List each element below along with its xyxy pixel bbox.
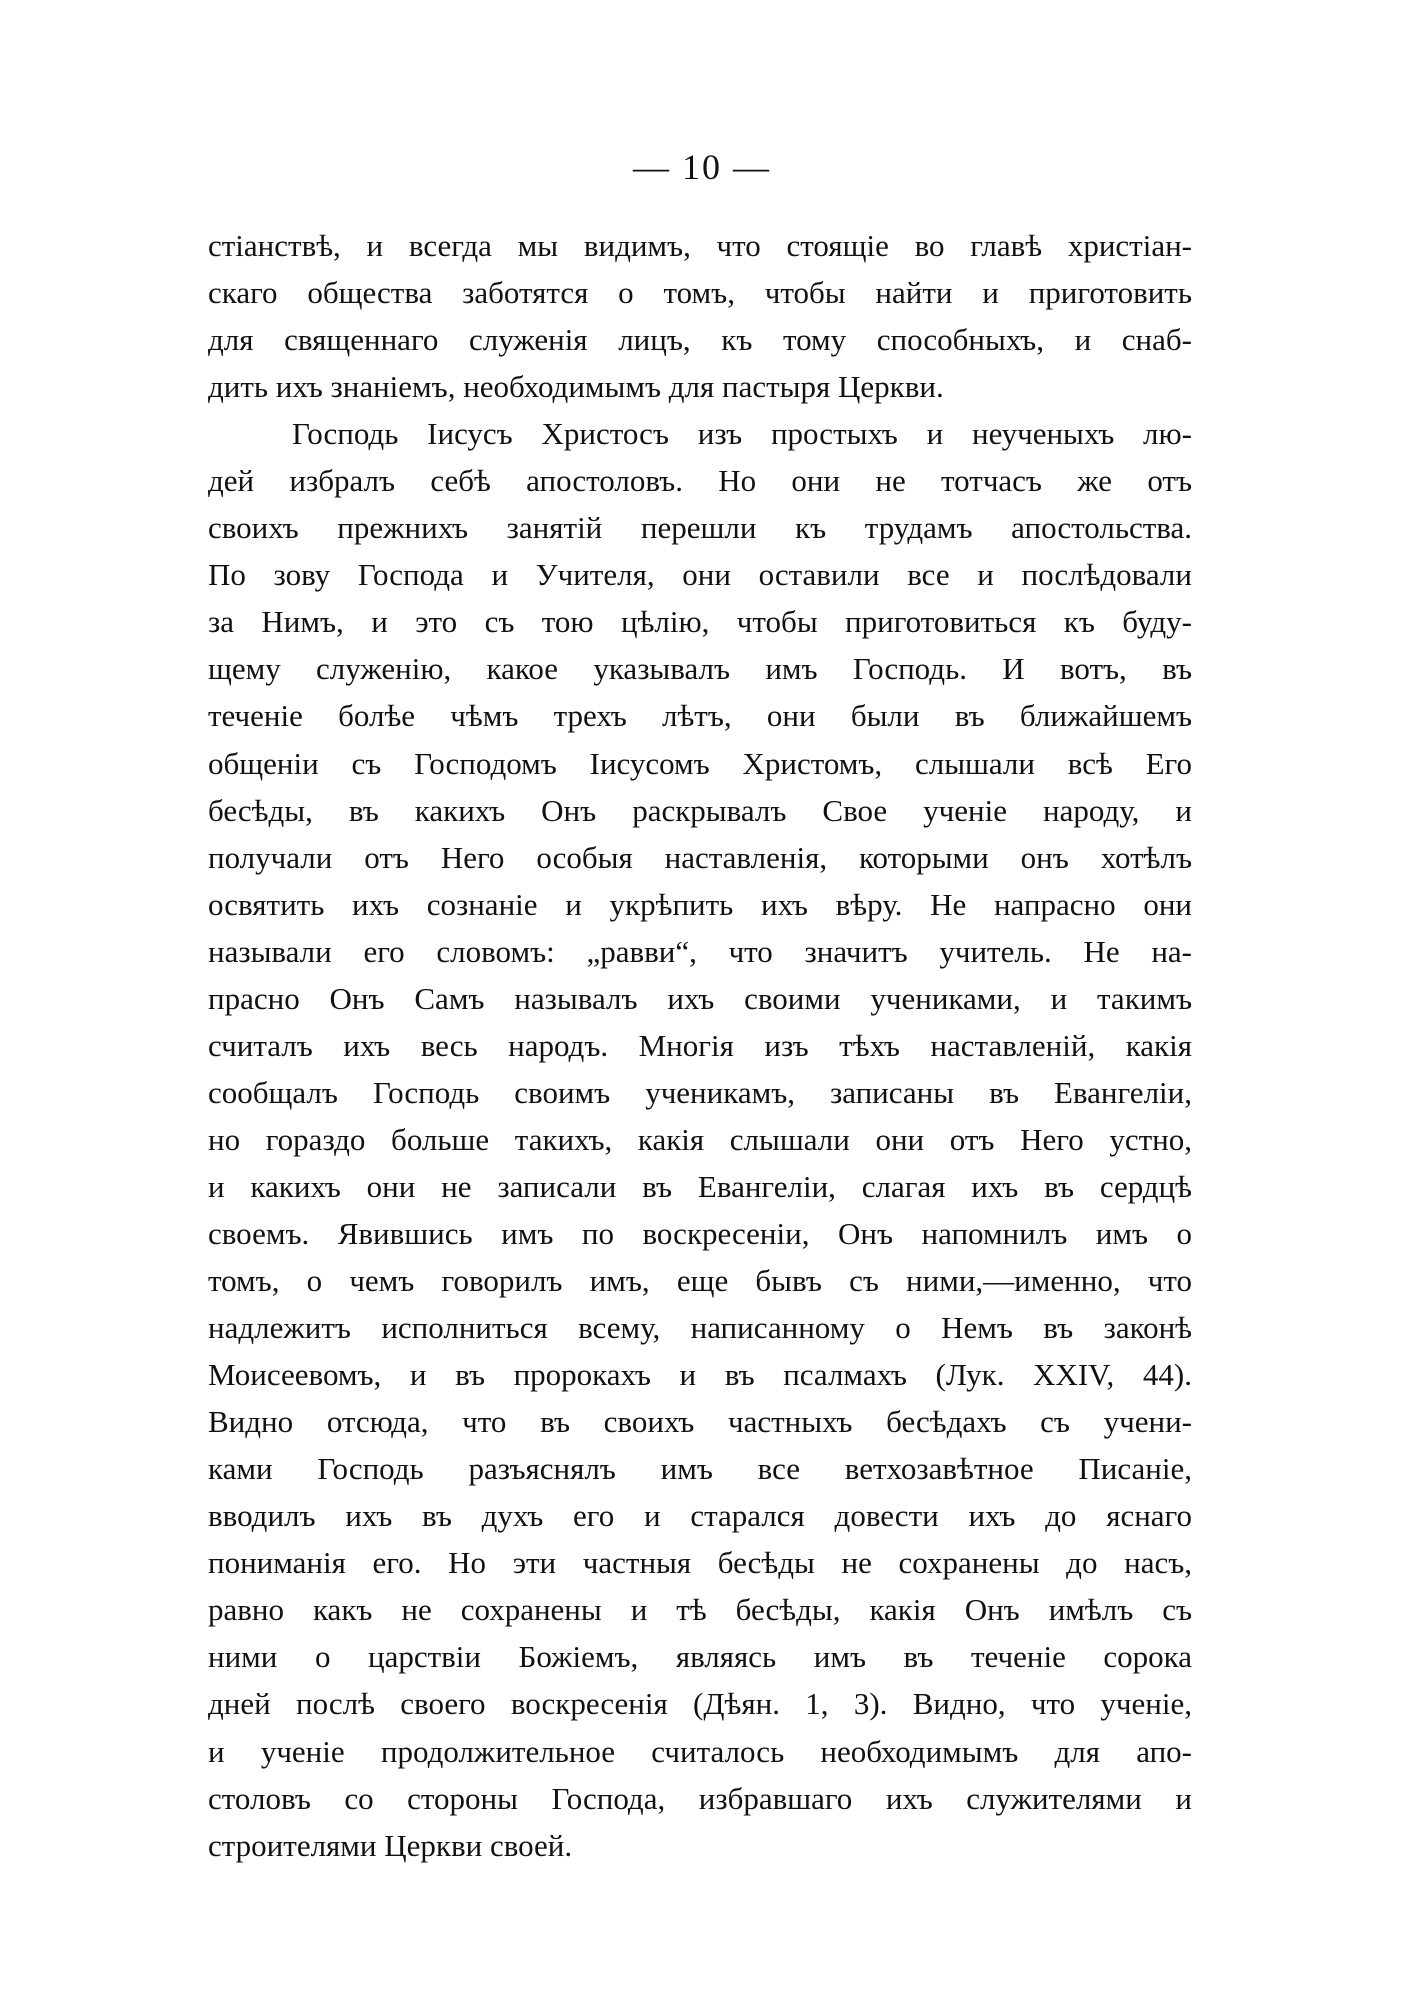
text-line: столовъ со стороны Господа, избравшаго ихъ служителями и: [208, 1780, 1192, 1816]
text-line: общеніи съ Господомъ Іисусомъ Христомъ, слышали всѣ Его: [208, 745, 1192, 781]
text-line: ками Господь разъяснялъ имъ все ветхозавѣтное Писаніе,: [208, 1451, 1192, 1487]
text-line: дней послѣ своего воскресенія (Дѣян. 1, 3). Видно, что ученіе,: [208, 1686, 1192, 1722]
text-line: строителями Церкви своей.: [208, 1827, 573, 1863]
text-line: дить ихъ знаніемъ, необходимымъ для пастыря Церкви.: [208, 369, 944, 405]
text-line: По зову Господа и Учителя, они оставили все и послѣдовали: [208, 557, 1192, 593]
text-line: своемъ. Явившись имъ по воскресеніи, Онъ напомнилъ имъ о: [208, 1215, 1192, 1251]
text-line: и ученіе продолжительное считалось необходимымъ для апо-: [208, 1733, 1192, 1769]
text-line: бесѣды, въ какихъ Онъ раскрывалъ Свое ученіе народу, и: [208, 792, 1192, 828]
text-line: надлежитъ исполниться всему, написанному о Немъ въ законѣ: [208, 1310, 1192, 1346]
text-line: щему служенію, какое указывалъ имъ Господь. И вотъ, въ: [208, 651, 1192, 687]
text-line: и какихъ они не записали въ Евангеліи, слагая ихъ въ сердцѣ: [208, 1168, 1192, 1204]
page-number: — 10 —: [633, 147, 771, 187]
text-line: освятить ихъ сознаніе и укрѣпить ихъ вѣру. Не напрасно они: [208, 886, 1192, 922]
text-line: томъ, о чемъ говорилъ имъ, еще бывъ съ ними,—именно, что: [208, 1263, 1192, 1299]
text-line: прасно Онъ Самъ называлъ ихъ своими учениками, и такимъ: [208, 980, 1192, 1016]
text-line: пониманія его. Но эти частныя бесѣды не сохранены до насъ,: [208, 1545, 1192, 1581]
text-line: считалъ ихъ весь народъ. Многія изъ тѣхъ наставленій, какія: [208, 1027, 1192, 1063]
text-line: но гораздо больше такихъ, какія слышали они отъ Него устно,: [208, 1121, 1192, 1157]
text-line: дей избралъ себѣ апостоловъ. Но они не тотчасъ же отъ: [208, 463, 1192, 499]
text-line: равно какъ не сохранены и тѣ бесѣды, какія Онъ имѣлъ съ: [208, 1592, 1192, 1628]
text-line: называли его словомъ: „равви“, что значитъ учитель. Не на-: [208, 933, 1192, 969]
body-text: [208, 222, 1192, 1869]
text-line: сообщалъ Господь своимъ ученикамъ, записаны въ Евангеліи,: [208, 1074, 1192, 1110]
text-line: вводилъ ихъ въ духъ его и старался довести ихъ до яснаго: [208, 1498, 1192, 1534]
text-line: скаго общества заботятся о томъ, чтобы найти и приготовить: [208, 275, 1192, 311]
paragraph-first-line: Господь Іисусъ Христосъ изъ простыхъ и неученыхъ лю-: [292, 416, 1192, 452]
text-line: Видно отсюда, что въ своихъ частныхъ бесѣдахъ съ учени-: [208, 1404, 1192, 1440]
text-line: за Нимъ, и это съ тою цѣлію, чтобы приготовиться къ буду-: [208, 604, 1192, 640]
text-line: получали отъ Него особыя наставленія, которыми онъ хотѣлъ: [208, 839, 1192, 875]
text-line: своихъ прежнихъ занятій перешли къ трудамъ апостольства.: [208, 510, 1192, 546]
text-line: Моисеевомъ, и въ пророкахъ и въ псалмахъ (Лук. XXIV, 44).: [208, 1357, 1192, 1393]
text-line: стіанствѣ, и всегда мы видимъ, что стоящіе во главѣ христіан-: [208, 228, 1192, 263]
text-line: ними о царствіи Божіемъ, являясь имъ въ теченіе сорока: [208, 1639, 1192, 1675]
text-line: для священнаго служенія лицъ, къ тому способныхъ, и снаб-: [208, 322, 1192, 358]
text-line: теченіе болѣе чѣмъ трехъ лѣтъ, они были въ ближайшемъ: [208, 698, 1192, 734]
